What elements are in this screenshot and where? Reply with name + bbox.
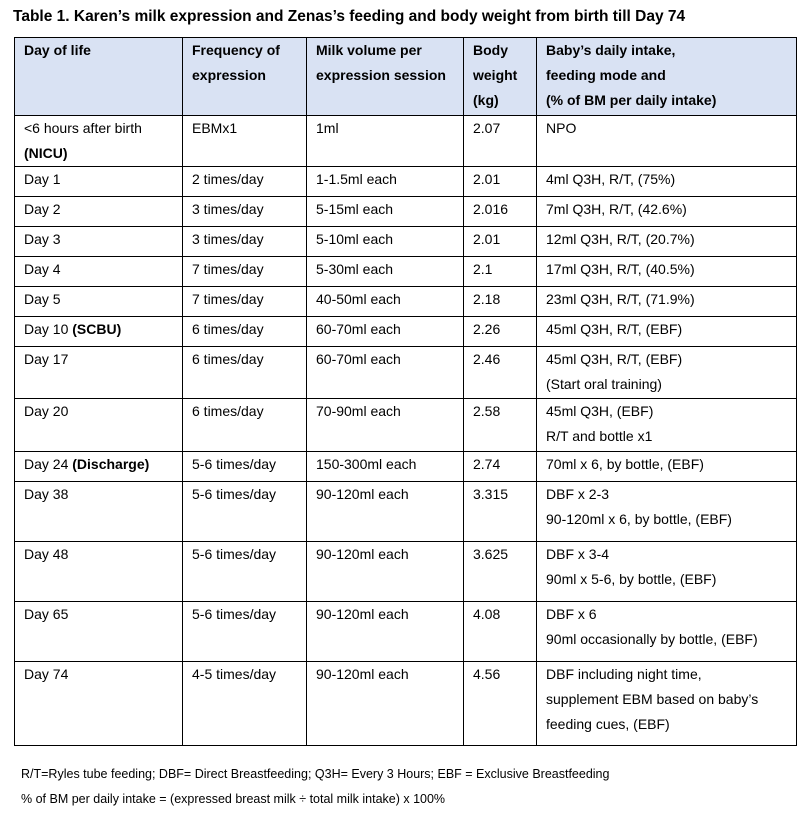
- day-label: Day 10: [24, 321, 73, 337]
- table-row: [15, 116, 797, 167]
- header-daily-intake-line: feeding mode and: [546, 67, 666, 83]
- cell-frequency: 6 times/day: [183, 399, 307, 452]
- cell-body-weight: 4.56: [464, 662, 537, 746]
- header-body-weight-line: (kg): [473, 92, 499, 108]
- cell-day-of-life: [15, 662, 183, 746]
- header-milk-volume: [307, 38, 464, 116]
- cell-body-weight: 2.1: [464, 257, 537, 287]
- cell-frequency: 2 times/day: [183, 167, 307, 197]
- cell-body-weight: 2.016: [464, 197, 537, 227]
- table-row: [15, 602, 797, 662]
- cell-milk-volume: 90-120ml each: [307, 662, 464, 746]
- intake-line: DBF x 2-3: [546, 486, 610, 502]
- cell-milk-volume: 5-30ml each: [307, 257, 464, 287]
- cell-milk-volume: 90-120ml each: [307, 602, 464, 662]
- cell-daily-intake: [537, 542, 797, 602]
- table-row: [15, 287, 797, 317]
- table-row: [15, 662, 797, 746]
- cell-body-weight: 3.315: [464, 482, 537, 542]
- intake-line: 4ml Q3H, R/T, (75%): [546, 171, 676, 187]
- intake-line: 17ml Q3H, R/T, (40.5%): [546, 261, 695, 277]
- cell-milk-volume: 40-50ml each: [307, 287, 464, 317]
- table-body: [15, 116, 797, 746]
- day-label: Day 38: [24, 486, 69, 502]
- cell-day-of-life: [15, 167, 183, 197]
- header-body-weight-line: weight: [473, 67, 518, 83]
- cell-day-of-life: [15, 197, 183, 227]
- footnote-formula: % of BM per daily intake = (expressed breast milk ÷ total milk intake) x 100%: [21, 792, 446, 806]
- header-milk-volume-line: Milk volume per: [316, 42, 422, 58]
- cell-day-of-life: [15, 602, 183, 662]
- cell-daily-intake: [537, 257, 797, 287]
- header-daily-intake: [537, 38, 797, 116]
- cell-day-of-life: [15, 287, 183, 317]
- day-label: Day 65: [24, 606, 69, 622]
- cell-frequency: 5-6 times/day: [183, 482, 307, 542]
- cell-daily-intake: [537, 227, 797, 257]
- cell-daily-intake: [537, 167, 797, 197]
- cell-daily-intake: [537, 452, 797, 482]
- cell-body-weight: 2.74: [464, 452, 537, 482]
- intake-line: DBF including night time,: [546, 666, 702, 682]
- table-row: [15, 542, 797, 602]
- header-day-of-life: [15, 38, 183, 116]
- cell-frequency: 5-6 times/day: [183, 602, 307, 662]
- intake-line: 12ml Q3H, R/T, (20.7%): [546, 231, 695, 247]
- intake-line: DBF x 6: [546, 606, 597, 622]
- cell-frequency: EBMx1: [183, 116, 307, 167]
- cell-body-weight: 3.625: [464, 542, 537, 602]
- cell-daily-intake: [537, 662, 797, 746]
- day-label: <6 hours after birth: [24, 120, 142, 136]
- cell-milk-volume: 1ml: [307, 116, 464, 167]
- cell-body-weight: 2.01: [464, 167, 537, 197]
- cell-day-of-life: [15, 317, 183, 347]
- intake-line: 90ml occasionally by bottle, (EBF): [546, 631, 758, 647]
- cell-day-of-life: [15, 116, 183, 167]
- cell-daily-intake: [537, 347, 797, 399]
- day-label: Day 17: [24, 351, 69, 367]
- table-row: [15, 452, 797, 482]
- cell-milk-volume: 1-1.5ml each: [307, 167, 464, 197]
- cell-day-of-life: [15, 347, 183, 399]
- cell-milk-volume: 60-70ml each: [307, 347, 464, 399]
- cell-daily-intake: [537, 197, 797, 227]
- header-daily-intake-line: (% of BM per daily intake): [546, 92, 717, 108]
- cell-frequency: 4-5 times/day: [183, 662, 307, 746]
- cell-milk-volume: 60-70ml each: [307, 317, 464, 347]
- cell-body-weight: 2.07: [464, 116, 537, 167]
- intake-line: 23ml Q3H, R/T, (71.9%): [546, 291, 695, 307]
- cell-body-weight: 2.01: [464, 227, 537, 257]
- header-frequency-line: Frequency of: [192, 42, 280, 58]
- day-tag: (NICU): [24, 145, 68, 161]
- cell-frequency: 3 times/day: [183, 197, 307, 227]
- cell-daily-intake: [537, 482, 797, 542]
- cell-day-of-life: [15, 257, 183, 287]
- header-body-weight: [464, 38, 537, 116]
- day-label: Day 24: [24, 456, 73, 472]
- cell-frequency: 7 times/day: [183, 287, 307, 317]
- cell-daily-intake: [537, 317, 797, 347]
- cell-body-weight: 2.26: [464, 317, 537, 347]
- cell-frequency: 7 times/day: [183, 257, 307, 287]
- cell-day-of-life: [15, 542, 183, 602]
- cell-daily-intake: [537, 602, 797, 662]
- header-day-of-life-line: Day of life: [24, 42, 91, 58]
- intake-line: 90-120ml x 6, by bottle, (EBF): [546, 511, 732, 527]
- day-tag: (Discharge): [72, 456, 150, 472]
- intake-line: 45ml Q3H, R/T, (EBF): [546, 351, 683, 367]
- intake-line: 70ml x 6, by bottle, (EBF): [546, 456, 704, 472]
- table-header-row: [15, 38, 797, 116]
- cell-frequency: 6 times/day: [183, 317, 307, 347]
- cell-milk-volume: 5-10ml each: [307, 227, 464, 257]
- day-label: Day 4: [24, 261, 61, 277]
- table-row: [15, 399, 797, 452]
- feeding-table: [14, 37, 797, 746]
- table-row: [15, 227, 797, 257]
- day-tag: (SCBU): [72, 321, 122, 337]
- cell-day-of-life: [15, 482, 183, 542]
- cell-body-weight: 4.08: [464, 602, 537, 662]
- cell-milk-volume: 70-90ml each: [307, 399, 464, 452]
- day-label: Day 2: [24, 201, 61, 217]
- header-daily-intake-line: Baby’s daily intake,: [546, 42, 676, 58]
- intake-line: 45ml Q3H, (EBF): [546, 403, 654, 419]
- cell-body-weight: 2.58: [464, 399, 537, 452]
- cell-milk-volume: 5-15ml each: [307, 197, 464, 227]
- day-label: Day 20: [24, 403, 69, 419]
- cell-milk-volume: 90-120ml each: [307, 542, 464, 602]
- intake-line: supplement EBM based on baby’s: [546, 691, 759, 707]
- table-row: [15, 197, 797, 227]
- header-frequency-line: expression: [192, 67, 266, 83]
- cell-frequency: 6 times/day: [183, 347, 307, 399]
- cell-milk-volume: 150-300ml each: [307, 452, 464, 482]
- intake-line: 45ml Q3H, R/T, (EBF): [546, 321, 683, 337]
- cell-frequency: 5-6 times/day: [183, 542, 307, 602]
- cell-body-weight: 2.18: [464, 287, 537, 317]
- header-frequency: [183, 38, 307, 116]
- cell-frequency: 3 times/day: [183, 227, 307, 257]
- intake-line: feeding cues, (EBF): [546, 716, 670, 732]
- cell-day-of-life: [15, 399, 183, 452]
- day-label: Day 1: [24, 171, 61, 187]
- cell-day-of-life: [15, 452, 183, 482]
- cell-body-weight: 2.46: [464, 347, 537, 399]
- cell-daily-intake: [537, 287, 797, 317]
- intake-line: DBF x 3-4: [546, 546, 610, 562]
- cell-frequency: 5-6 times/day: [183, 452, 307, 482]
- day-label: Day 74: [24, 666, 69, 682]
- intake-line: R/T and bottle x1: [546, 428, 653, 444]
- intake-line: (Start oral training): [546, 376, 662, 392]
- header-milk-volume-line: expression session: [316, 67, 446, 83]
- intake-line: 90ml x 5-6, by bottle, (EBF): [546, 571, 717, 587]
- intake-line: 7ml Q3H, R/T, (42.6%): [546, 201, 687, 217]
- cell-daily-intake: [537, 116, 797, 167]
- table-row: [15, 257, 797, 287]
- table-row: [15, 347, 797, 399]
- day-label: Day 3: [24, 231, 61, 247]
- header-body-weight-line: Body: [473, 42, 508, 58]
- table-row: [15, 317, 797, 347]
- day-label: Day 5: [24, 291, 61, 307]
- day-label: Day 48: [24, 546, 69, 562]
- cell-milk-volume: 90-120ml each: [307, 482, 464, 542]
- table-row: [15, 482, 797, 542]
- cell-daily-intake: [537, 399, 797, 452]
- cell-day-of-life: [15, 227, 183, 257]
- table-row: [15, 167, 797, 197]
- table-title: Table 1. Karen’s milk expression and Zenas’s feeding and body weight from birth till Day 74: [13, 8, 686, 25]
- intake-line: NPO: [546, 120, 577, 136]
- footnote-abbreviations: R/T=Ryles tube feeding; DBF= Direct Breastfeeding; Q3H= Every 3 Hours; EBF = Exclusive Breastfeeding: [21, 767, 610, 781]
